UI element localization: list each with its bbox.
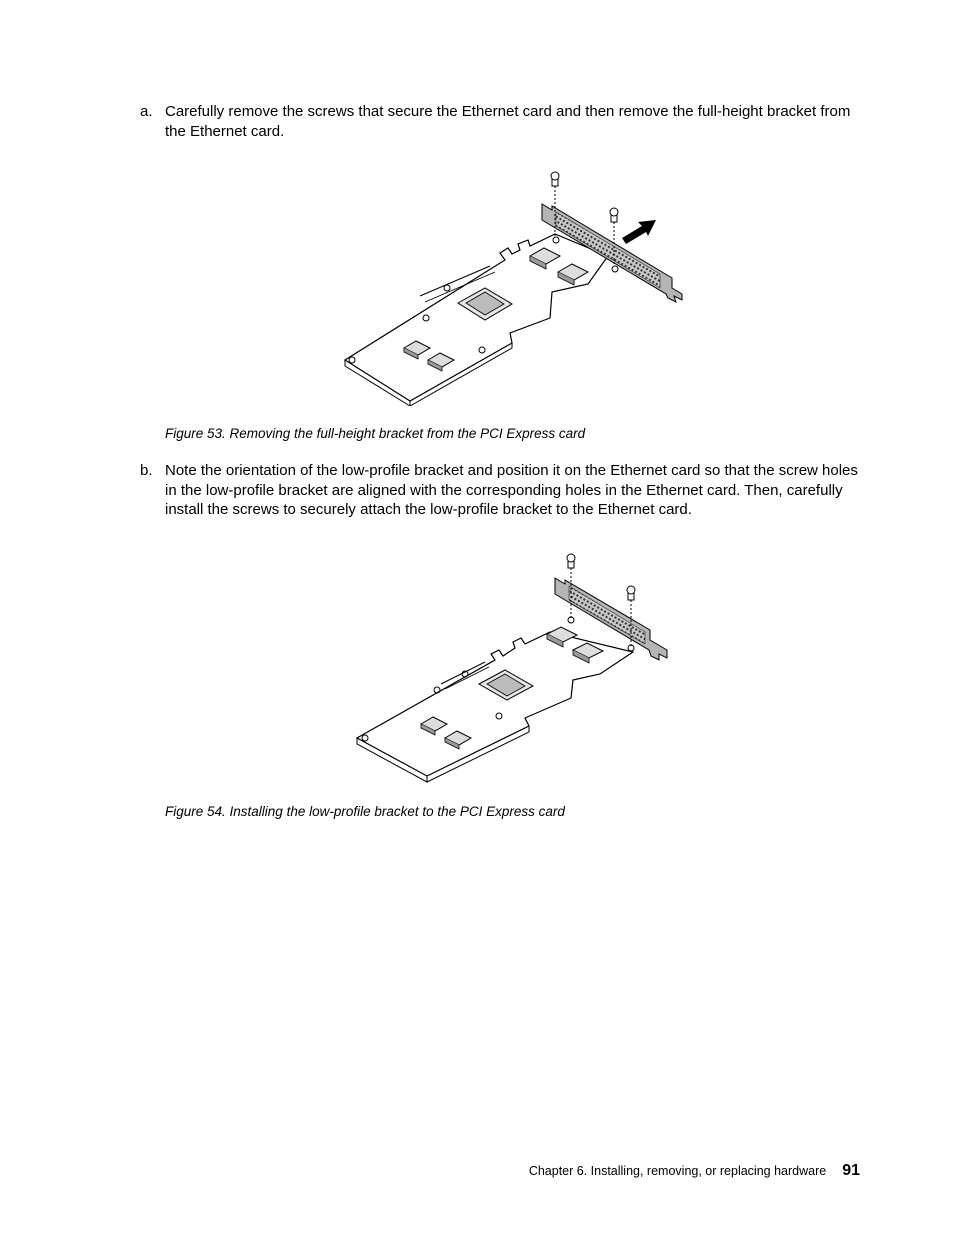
figure-53-caption: Figure 53. Removing the full-height bracket from the PCI Express card xyxy=(165,426,586,441)
figure-54-illustration xyxy=(345,548,680,783)
pcb-board xyxy=(345,234,608,401)
step-text: Note the orientation of the low-profile bracket and position it on the Ethernet card so that the screw holes in the low-profile bracket are aligned with the corresponding holes in the Ethernet card. Then, carefully install the screws to securely attach the low-profile bracket to the Ethernet card. xyxy=(165,462,858,518)
chapter-title: Chapter 6. Installing, removing, or replacing hardware xyxy=(528,1164,827,1178)
page-number: 91 xyxy=(842,1162,860,1179)
step-marker: a. xyxy=(140,103,153,120)
step-marker: b. xyxy=(140,462,153,479)
figure-54-caption: Figure 54. Installing the low-profile bracket to the PCI Express card xyxy=(165,804,565,819)
page-footer xyxy=(529,1162,860,1180)
arrow-icon xyxy=(622,220,656,244)
figure-53-illustration xyxy=(330,168,700,406)
step-text: Carefully remove the screws that secure the Ethernet card and then remove the full-height bracket from the Ethernet card. xyxy=(165,103,851,140)
